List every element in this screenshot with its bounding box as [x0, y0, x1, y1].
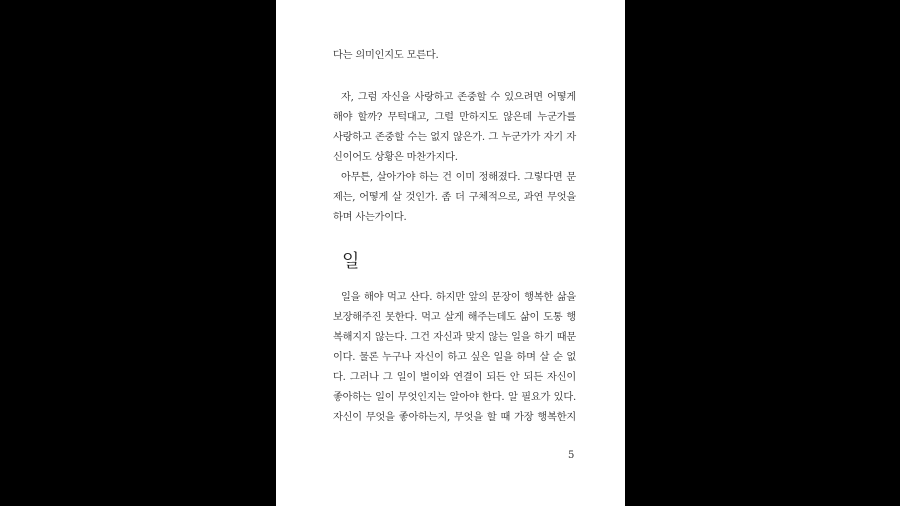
text-line: 이다. 물론 누구나 자신이 하고 싶은 일을 하며 살 순 없	[333, 352, 576, 363]
paragraph-how-to-live	[333, 168, 576, 228]
text-line: 자신이 무엇을 좋아하는지, 무엇을 할 때 가장 행복한지	[333, 412, 576, 423]
paragraph-self-respect	[333, 88, 576, 168]
text-line: 해야 할까? 무턱대고, 그럴 만하지도 않은데 누군가를	[333, 112, 576, 123]
text-line: 일을 해야 먹고 산다. 하지만 앞의 문장이 행복한 삶을	[341, 292, 576, 303]
text-line: 다. 그러나 그 일이 벌이와 연결이 되든 안 되든 자신이	[333, 372, 576, 383]
section-heading: 일	[342, 251, 360, 272]
page-number: 5	[568, 450, 575, 461]
text-line: 보장해주진 못한다. 먹고 살게 해주는데도 삶이 도통 행	[333, 312, 576, 323]
text-line: 사랑하고 존중할 수는 없지 않은가. 그 누군가가 자기 자	[333, 132, 576, 143]
paragraph-work	[333, 288, 576, 428]
text-line: 자, 그럼 자신을 사랑하고 존중할 수 있으려면 어떻게	[341, 92, 576, 103]
text-line: 다는 의미인지도 모른다.	[333, 50, 439, 61]
text-line: 하며 사는가이다.	[333, 212, 407, 223]
text-line: 제는, 어떻게 살 것인가. 좀 더 구체적으로, 과연 무엇을	[333, 192, 576, 203]
text-line: 좋아하는 일이 무엇인지는 알아야 한다. 알 필요가 있다.	[333, 392, 576, 403]
page-top-line	[333, 46, 576, 66]
text-line: 신이어도 상황은 마찬가지다.	[333, 152, 458, 163]
book-page	[276, 0, 625, 506]
text-line: 아무튼, 살아가야 하는 건 이미 정해졌다. 그렇다면 문	[341, 172, 576, 183]
text-line: 복해지지 않는다. 그건 자신과 맞지 않는 일을 하기 때문	[333, 332, 576, 343]
